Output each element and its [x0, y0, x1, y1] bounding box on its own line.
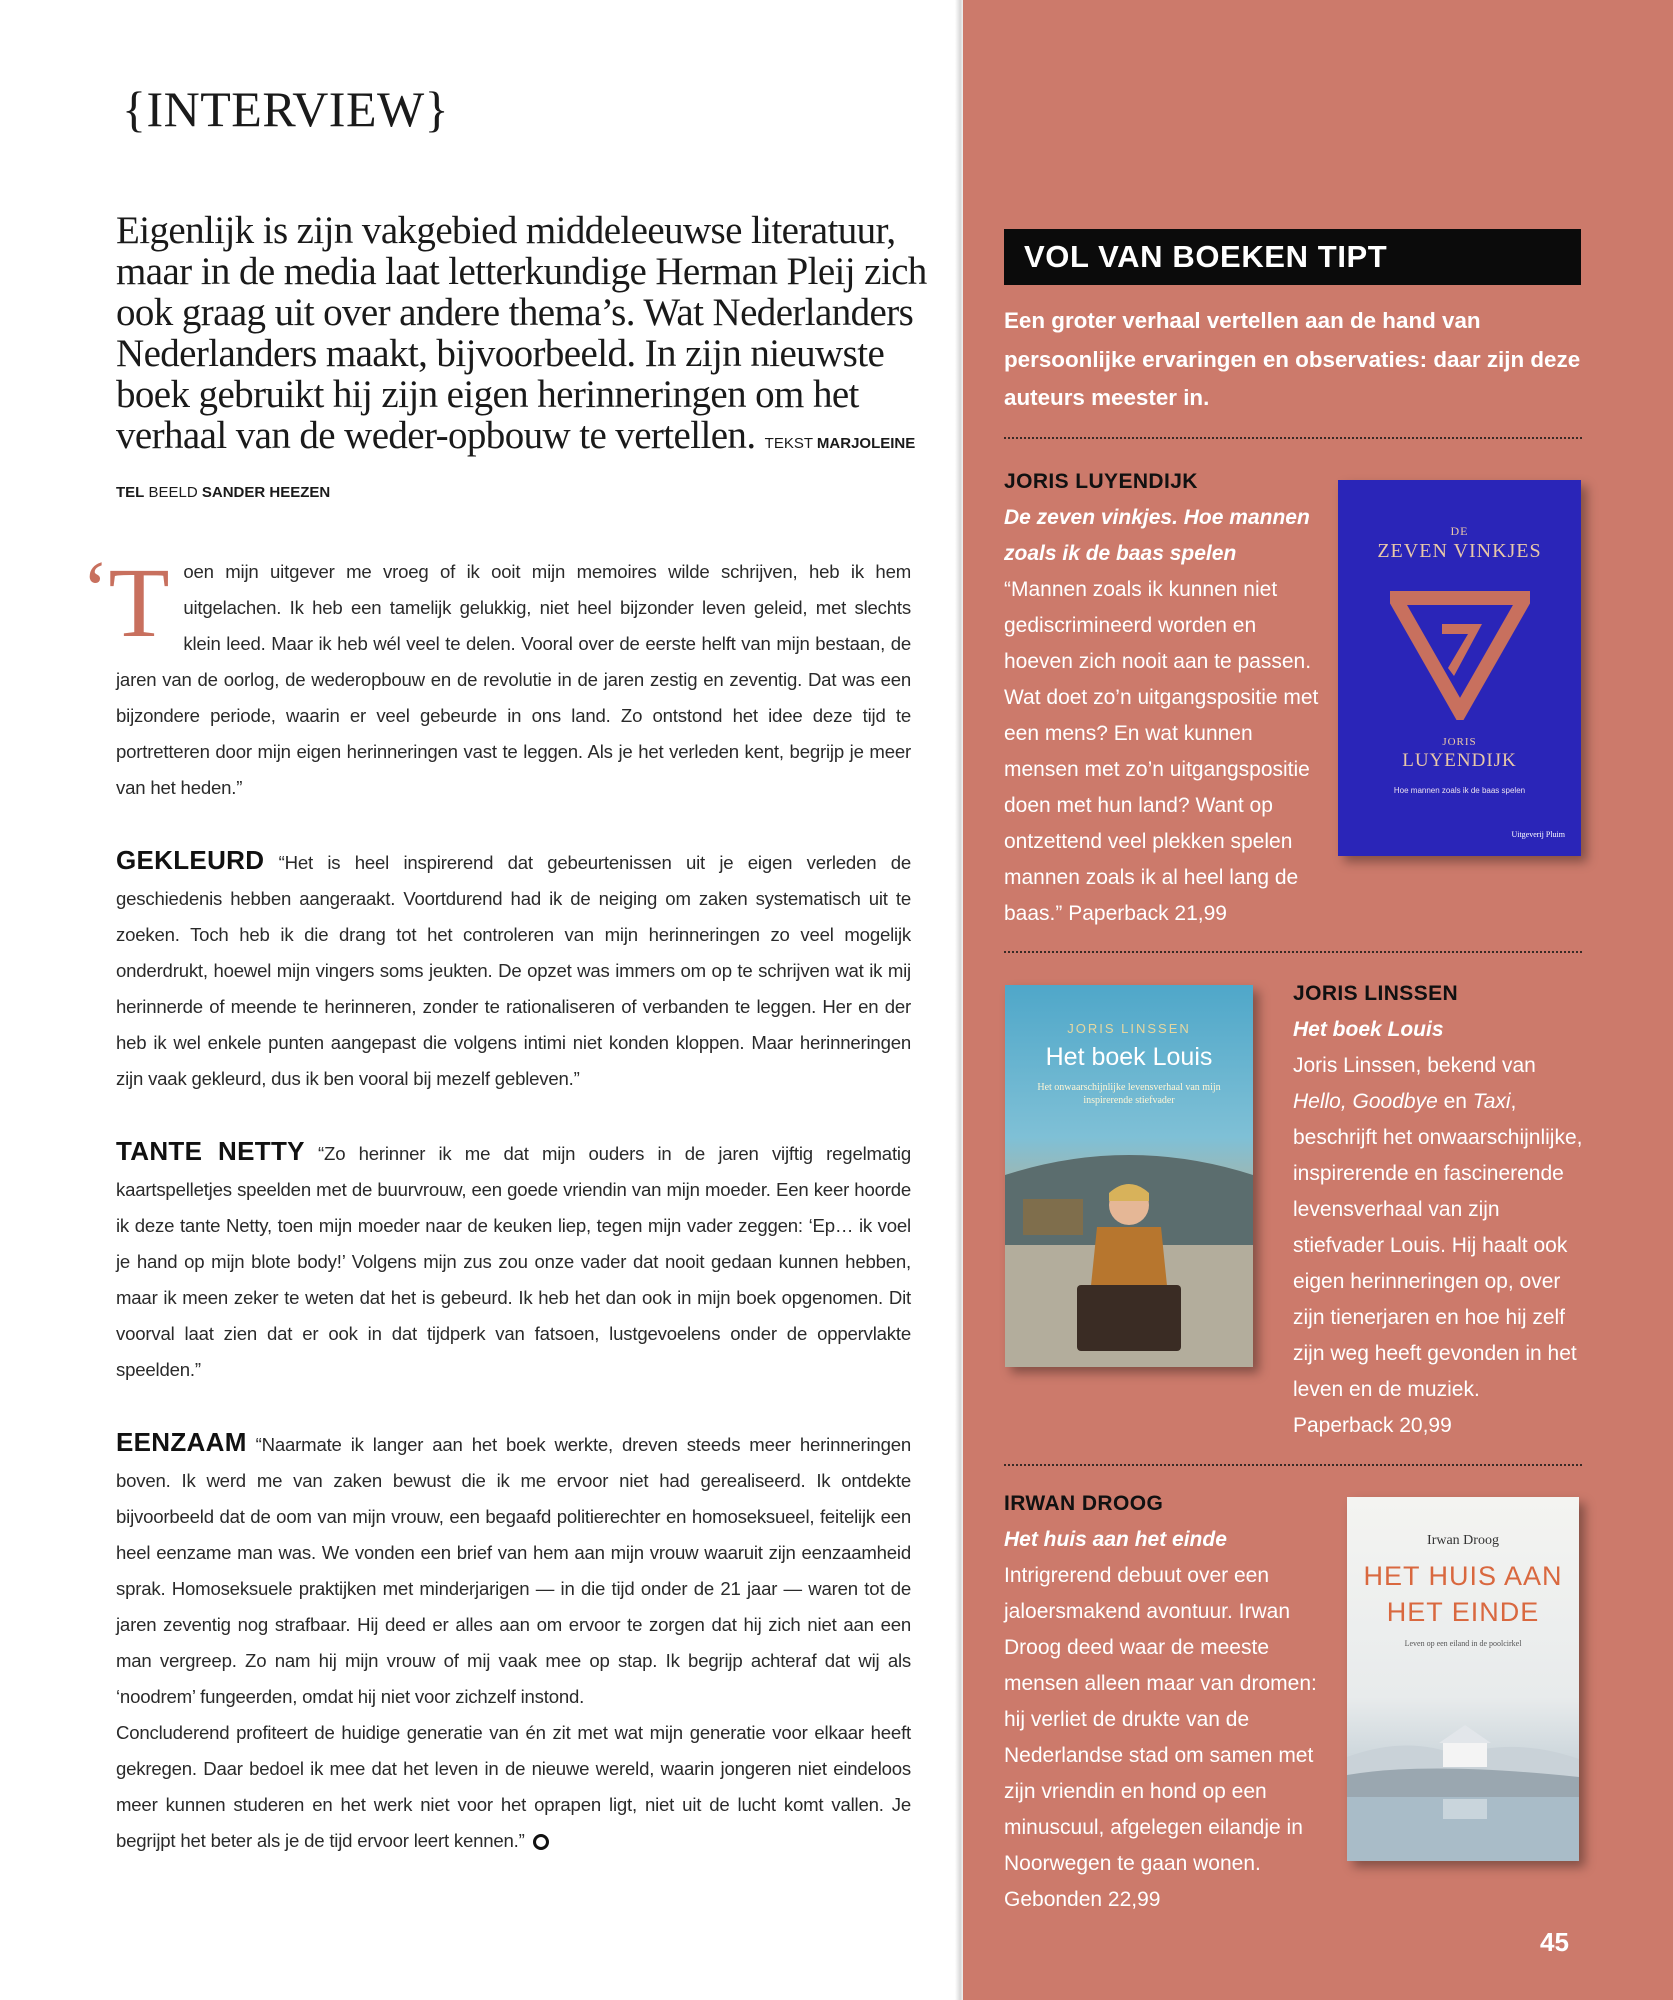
book-description: “Mannen zoals ik kunnen niet gediscrimineerd worden en hoeven zich nooit aan te passen. Wat doet zo’n uitgangspositie met een mens? En wat kunnen mensen met zo’n uitgangspositie doen met hun land? Want op ontzettend veel plekken spelen mannen zoals ik al heel lang de baas.” Paperback 21,99	[1004, 578, 1319, 925]
cover-text-top: DE	[1450, 524, 1469, 538]
book-recommendation	[1004, 1486, 1336, 1918]
book-description: Intrigrerend debuut over een jaloersmakend avontuur. Irwan Droog deed waar de meeste mensen alleen maar van dromen: hij verliet de drukte van de Nederlandse stad om samen met zijn vriendin en hond op een minuscuul, afgelegen eilandje in Noorwegen te gaan wonen. Gebonden 22,99	[1004, 1564, 1317, 1911]
book-title: Het boek Louis	[1293, 1018, 1444, 1041]
desc-part-italic: Hello, Goodbye	[1293, 1090, 1438, 1113]
cover-author-first: JORIS	[1442, 736, 1477, 748]
section-tante-netty	[116, 1133, 911, 1388]
page-number: 45	[1540, 1927, 1569, 1957]
paragraph-closing	[116, 1715, 911, 1859]
desc-part: , beschrijft het onwaarschijnlijke, inspirerende en fascinerende levensverhaal van zijn stiefvader Louis. Hij haalt ook eigen herinneringen op, over zijn tienerjaren en hoe hij zelf zijn weg heeft gevonden in het leven en de muziek. Paperback 20,99	[1293, 1090, 1583, 1437]
credit-label-text: TEKST	[764, 435, 813, 452]
section-text: “Zo herinner ik me dat mijn ouders in de jaren vijftig regelmatig kaartspelletjes speelden met de buurvrouw, een goede vriendin van mijn moeder. Een keer hoorde ik deze tante Netty, toen mijn moeder naar de keuken liep, tegen mijn vader zeggen: ‘Ep… ik voel je hand op mijn blote body!’ Volgens mijn zus zou onze vader dat nooit gedaan kunnen hebben, maar ik meen zeker te weten dat het is gebeurd. Ik heb het dan ook in mijn boek opgenomen. Dit voorval laat zien dat er ook in dat tijdperk van fatsoen, lustgevoelens onder de oppervlakte speelden.”	[116, 1143, 911, 1380]
triangle-seven-icon	[1390, 590, 1530, 720]
section-lead: TANTE NETTY	[116, 1136, 305, 1166]
dotted-divider	[1004, 437, 1582, 439]
book-title: De zeven vinkjes. Hoe mannen zoals ik de baas spelen	[1004, 506, 1310, 565]
cover-author: JORIS LINSSEN	[1067, 1021, 1191, 1036]
credit-photographer: SANDER HEEZEN	[201, 484, 331, 501]
book-author: JORIS LUYENDIJK	[1004, 470, 1198, 493]
intro-paragraph	[116, 210, 931, 513]
desc-part: en	[1437, 1090, 1473, 1113]
book-author: IRWAN DROOG	[1004, 1492, 1164, 1515]
cover-subtitle: Leven op een eiland in de poolcirkel	[1404, 1639, 1522, 1648]
cover-title: Het boek Louis	[1045, 1043, 1213, 1071]
book-recommendation	[1293, 976, 1583, 1444]
paragraph-opening	[82, 546, 911, 806]
cover-publisher: Uitgeverij Pluim	[1511, 830, 1565, 839]
book-description	[1293, 1048, 1583, 1444]
drop-cap-letter: T	[108, 547, 170, 658]
boy-photo-illustration	[1005, 1135, 1253, 1367]
end-mark-icon	[533, 1834, 549, 1850]
credit-label-image: BEELD	[148, 484, 198, 501]
book-author: JORIS LINSSEN	[1293, 982, 1459, 1005]
article-body	[82, 546, 912, 1859]
section-eenzaam	[116, 1424, 911, 1715]
dotted-divider	[1004, 951, 1582, 953]
credit-writer: MARJOLEINE TEL	[116, 435, 916, 501]
section-gekleurd	[116, 842, 911, 1097]
book-cover-het-boek-louis	[1005, 985, 1253, 1367]
section-lead: GEKLEURD	[116, 845, 265, 875]
drop-cap-quote: ‘	[82, 546, 109, 634]
book-recommendation	[1004, 464, 1324, 932]
paragraph-1-text: oen mijn uitgever me vroeg of ik ooit mijn memoires wilde schrijven, heb ik hem uitgelachen. Ik heb een tamelijk gelukkig, niet heel bijzonder leven geleid, met slechts klein leed. Maar ik heb wél veel te delen. Vooral over de eerste helft van mijn bestaan, de jaren van de oorlog, de wederopbouw en de revolutie in de jaren zestig en zeventig. Dat was een bijzondere periode, waarin er veel gebeurde in ons land. Zo ontstond het idee deze tijd te portretteren door mijn eigen herinneringen vast te leggen. Als je het verleden kent, begrijp je meer van het heden.”	[116, 561, 911, 798]
sidebar-heading: VOL VAN BOEKEN TIPT	[1004, 229, 1581, 285]
book-title: Het huis aan het einde	[1004, 1528, 1227, 1551]
section-lead: EENZAAM	[116, 1427, 247, 1457]
intro-text: Eigenlijk is zijn vakgebied middeleeuwse literatuur, maar in de media laat letterkundige Herman Pleij zich ook graag uit over andere thema’s. Wat Nederlanders Nederlanders maakt, bijvoorbeeld. In zijn nieuwste boek gebruikt hij zijn eigen herinneringen om het verhaal van de weder-opbouw te vertellen.	[116, 209, 927, 457]
section-text: “Het is heel inspirerend dat gebeurtenissen uit je eigen verleden de geschiedenis hebben aangeraakt. Voortdurend had ik de neiging om zaken systematisch uit te zoeken. Toch heb ik die drang tot het controleren van mijn herinneringen zo veel mogelijk onderdrukt, hoewel mijn vingers soms jeukten. De opzet was immers om op te schrijven wat ik mij herinnerde of meende te herinneren, zonder te rationaliseren of verbanden te leggen. Her en der heb ik wel enkele punten aangepast die volgens intimi niet konden kloppen. Maar herinneringen zijn vaak gekleurd, dus ik ben vooral bij mezelf gebleven.”	[116, 852, 912, 1089]
cover-title-line-2: HET EINDE	[1386, 1597, 1540, 1627]
drop-cap	[82, 546, 170, 658]
cover-subtitle: Hoe mannen zoals ik de baas spelen	[1393, 786, 1526, 795]
desc-part: Joris Linssen, bekend van	[1293, 1054, 1536, 1077]
cover-title: ZEVEN VINKJES	[1377, 540, 1542, 562]
book-cover-zeven-vinkjes	[1338, 480, 1581, 856]
section-text: “Naarmate ik langer aan het boek werkte, dreven steeds meer herinneringen boven. Ik werd me van zaken bewust die ik me ervoor niet had gerealiseerd. Ik ontdekte bijvoorbeeld dat de oom van mijn vrouw, een begaafd politierechter en homoseksueel, feitelijk een heel eenzame man was. We vonden een brief van hem aan mijn vrouw waaruit zijn eenzaamheid sprak. Homoseksuele praktijken met minderjarigen — in die tijd onder de 21 jaar — waren tot de jaren zeventig nog strafbaar. Hij deed er alles aan om ervoor te zorgen dat hij zich niet aan een man vergreep. Zo nam hij mijn vrouw of mij vaak mee op stap. Ik begrijp achteraf dat wij als ‘noodrem’ fungeerden, omdat hij niet voor zichzelf instond.	[116, 1434, 911, 1707]
cover-title-line-1: HET HUIS AAN	[1363, 1561, 1563, 1591]
section-kicker: {INTERVIEW}	[122, 81, 450, 137]
cover-author-last: LUYENDIJK	[1402, 750, 1517, 771]
sidebar-intro: Een groter verhaal vertellen aan de hand van persoonlijke ervaringen en observaties: daar zijn deze auteurs meester in.	[1004, 308, 1581, 410]
cover-subtitle: Het onwaarschijnlijke levensverhaal van mijn inspirerende stiefvader	[1037, 1082, 1221, 1106]
closing-text: Concluderend profiteert de huidige generatie van én zit met wat mijn generatie voor elkaar heeft gekregen. Daar bedoel ik mee dat het leven in de nieuwe wereld, waarin jongeren niet eindeloos meer kunnen studeren en het werk niet voor het oprapen ligt, niet uit de lucht komt vallen. Je begrijpt het beter als je de tijd ervoor leert kennen.”	[116, 1722, 911, 1851]
book-cover-het-huis-aan-het-einde	[1347, 1497, 1579, 1861]
house-landscape-illustration	[1347, 1697, 1579, 1861]
dotted-divider	[1004, 1464, 1582, 1466]
desc-part-italic: Taxi	[1472, 1090, 1511, 1113]
cover-author: Irwan Droog	[1427, 1533, 1499, 1548]
